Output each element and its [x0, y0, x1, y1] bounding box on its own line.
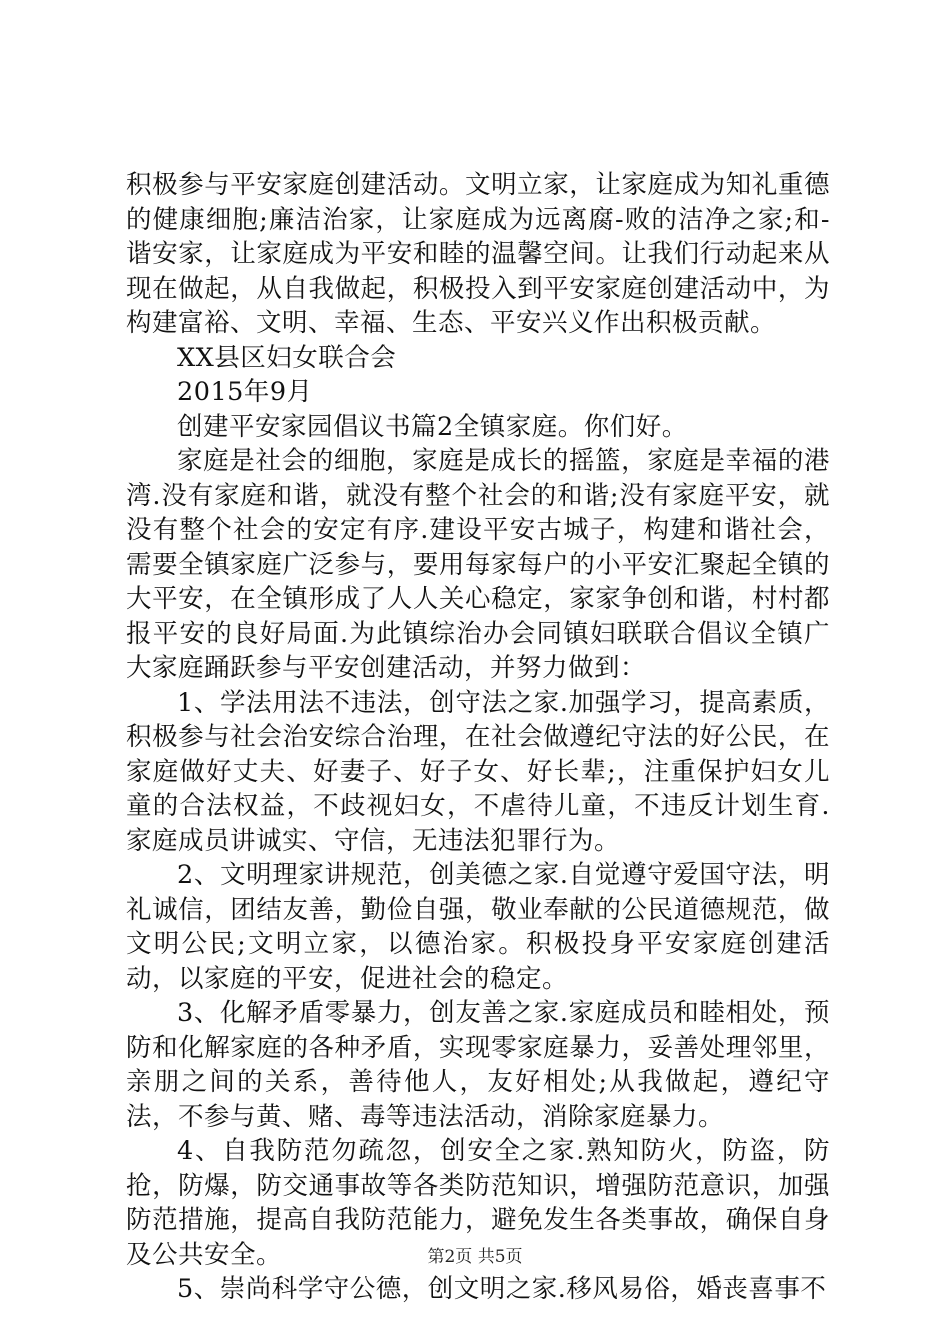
paragraph-item-2: 2、文明理家讲规范，创美德之家.自觉遵守爱国守法，明礼诚信，团结友善，勤俭自强，敬业奉献的公民道德规范，做文明公民;文明立家，以德治家。积极投身平安家庭创建活动，以家庭的平安，促进社会的稳定。	[126, 860, 830, 994]
document-body	[126, 168, 830, 1307]
paragraph-intro: 家庭是社会的细胞，家庭是成长的摇篮，家庭是幸福的港湾.没有家庭和谐，就没有整个社会的和谐;没有家庭平安，就没有整个社会的安定有序.建设平安古城子，构建和谐社会，需要全镇家庭广泛参与，要用每家每户的小平安汇聚起全镇的大平安，在全镇形成了人人关心稳定，家家争创和谐，村村都报平安的良好局面.为此镇综治办会同镇妇联联合倡议全镇广大家庭踊跃参与平安创建活动，并努力做到：	[126, 446, 830, 683]
paragraph-item-1: 1、学法用法不违法，创守法之家.加强学习，提高素质，积极参与社会治安综合治理，在社会做遵纪守法的好公民，在家庭做好丈夫、好妻子、好子女、好长辈;，注重保护妇女儿童的合法权益，不歧视妇女，不虐待儿童，不违反计划生育.家庭成员讲诚实、守信，无违法犯罪行为。	[126, 687, 830, 856]
paragraph-item-4: 4、自我防范勿疏忽，创安全之家.熟知防火，防盗，防抢，防爆，防交通事故等各类防范知识，增强防范意识，加强防范措施，提高自我防范能力，避免发生各类事故，确保自身及公共安全。	[126, 1136, 830, 1270]
signature-date: 2015年9月	[177, 377, 313, 407]
paragraph-continuation: 积极参与平安家庭创建活动。文明立家，让家庭成为知礼重德的健康细胞;廉洁治家，让家庭成为远离腐-败的洁净之家;和-谐安家，让家庭成为平安和睦的温馨空间。让我们行动起来从现在做起，从自我做起，积极投入到平安家庭创建活动中，为构建富裕、文明、幸福、生态、平安兴义作出积极贡献。	[126, 170, 830, 338]
section-heading: 创建平安家园倡议书篇2全镇家庭。你们好。	[177, 411, 688, 442]
paragraph-item-5: 5、崇尚科学守公德，创文明之家.移风易俗，婚丧喜事不	[177, 1274, 827, 1304]
signature-organization: XX县区妇女联合会	[177, 342, 397, 373]
page-number-footer: 第2页 共5页	[427, 1247, 523, 1267]
paragraph-item-3: 3、化解矛盾零暴力，创友善之家.家庭成员和睦相处，预防和化解家庭的各种矛盾，实现零家庭暴力，妥善处理邻里，亲朋之间的关系，善待他人，友好相处;从我做起，遵纪守法，不参与黄、赌、毒等违法活动，消除家庭暴力。	[126, 998, 830, 1132]
